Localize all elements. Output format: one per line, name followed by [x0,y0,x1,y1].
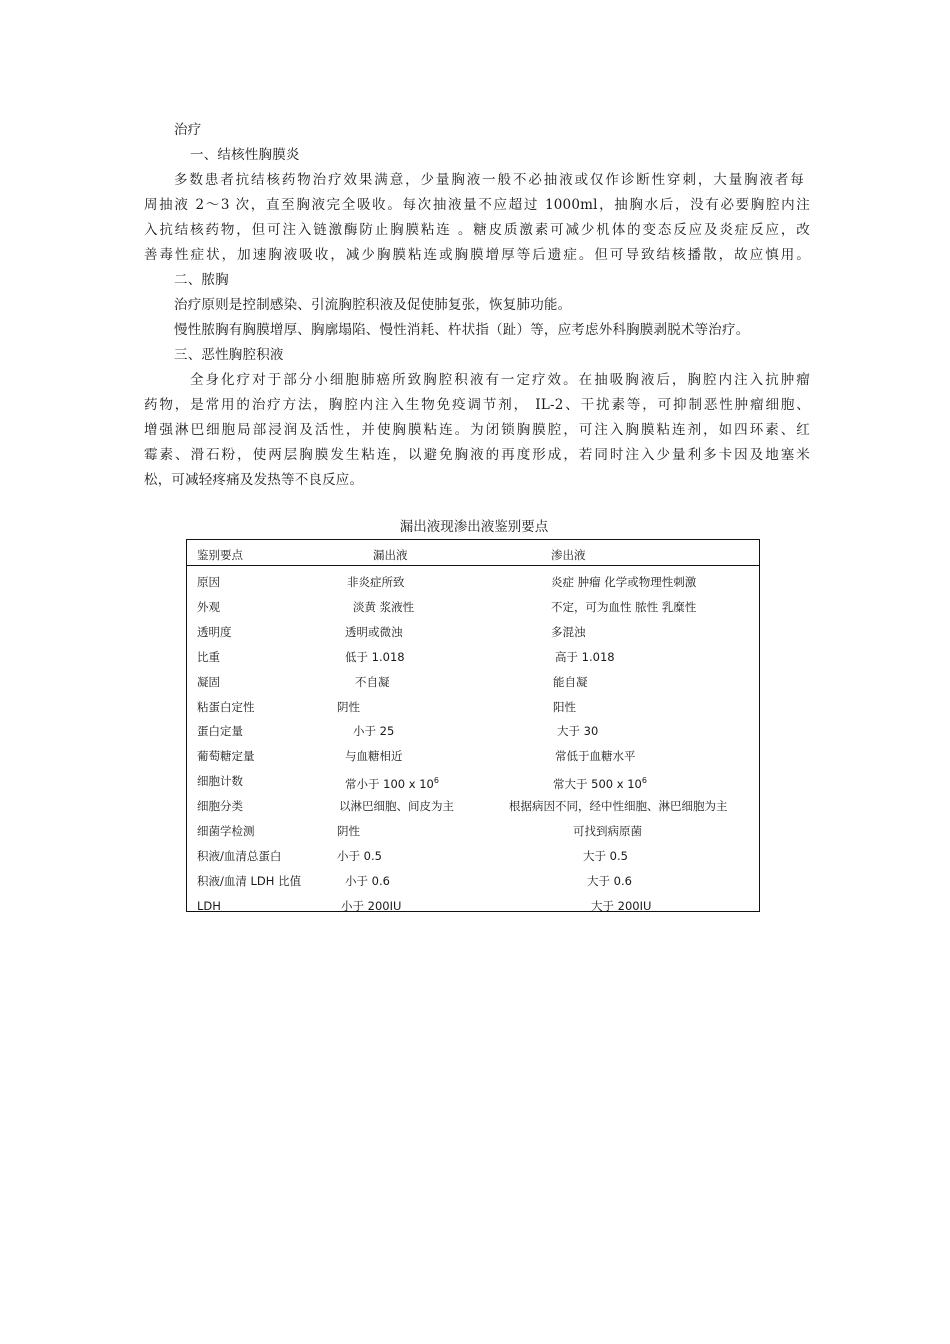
section-3-line: 增强淋巴细胞局部浸润及活性，并使胸膜粘连。为闭锁胸膜腔，可注入胸膜粘连剂，如四环素、红 [144,422,810,438]
table-cell: 可找到病原菌 [573,824,642,838]
exponent: 6 [641,776,647,786]
section-1-line: 周抽液 2～3 次，直至胸液完全吸收。每次抽液量不应超过 1000ml，抽胸水后，没有必要胸腔内注 [144,197,810,213]
table-cell: 多混浊 [551,624,586,639]
table-cell: 小于 0.5 [337,848,382,863]
table-cell: 大于 0.6 [587,873,632,888]
section-3-line: 药物，是常用的治疗方法，胸腔内注入生物免疫调节剂， IL-2、干扰素等，可抑制恶性肿瘤细胞、 [144,397,810,413]
table-header-cell: 鉴别要点 [197,548,243,562]
table-cell-text: 常大于 500 x 10 [553,777,642,792]
table-cell: 外观 [197,599,220,614]
section-1-title: 一、结核性胸膜炎 [190,147,300,163]
table-cell: 细胞分类 [197,799,243,814]
table-cell: 非炎症所致 [347,575,405,589]
section-2-title: 二、脓胸 [174,272,229,288]
section-3-line: 霉素、滑石粉，使两层胸膜发生粘连，以避免胸液的再度形成，若同时注入少量利多卡因及地塞米 [144,447,810,463]
table-cell: 根据病因不同，经中性细胞、淋巴细胞为主 [509,799,728,814]
table-cell: 炎症 肿瘤 化学或物理性刺激 [551,575,697,589]
table-cell: 蛋白定量 [197,724,243,739]
table-cell: 透明或微浊 [345,624,403,639]
table-cell: 原因 [197,575,220,589]
table-cell: 大于 30 [557,724,599,739]
table-cell: 积液/血清总蛋白 [197,848,282,863]
section-3-title: 三、恶性胸腔积液 [174,347,284,363]
table-cell: 小于 200IU [341,898,402,913]
table-cell: LDH [197,898,221,913]
table-cell: 不定，可为血性 脓性 乳糜性 [551,599,697,614]
table-cell: 比重 [197,649,220,664]
section-2-line: 慢性脓胸有胸膜增厚、胸廓塌陷、慢性消耗、杵状指（趾）等，应考虑外科胸膜剥脱术等治疗。 [174,322,750,338]
table-cell: 小于 25 [353,724,395,739]
table-cell: 与血糖相近 [345,749,403,764]
table-cell-text: 常小于 100 x 10 [345,777,434,792]
table-cell: 阳性 [553,699,576,714]
table-title: 漏出液现渗出液鉴别要点 [399,519,549,535]
table-cell: 透明度 [197,624,232,639]
section-1-line: 入抗结核药物，但可注入链激酶防止胸膜粘连 。糖皮质激素可减少机体的变态反应及炎症反应，改 [144,222,810,238]
table-header-cell: 渗出液 [551,548,586,562]
table-cell [553,774,647,791]
table-cell: 大于 200IU [591,898,652,913]
table-cell [345,774,439,791]
table-cell: 阴性 [337,699,360,714]
section-3-line: 全身化疗对于部分小细胞肺癌所致胸腔积液有一定疗效。在抽吸胸液后，胸腔内注入抗肿瘤 [190,372,810,388]
table-cell: 粘蛋白定性 [197,699,255,714]
table-cell: 淡黄 浆液性 [353,599,415,614]
table-header-divider [187,565,759,566]
exponent: 6 [433,776,439,786]
table-cell: 以淋巴细胞、间皮为主 [339,799,454,814]
table-cell: 不自凝 [355,674,390,689]
table-cell: 低于 1.018 [345,649,405,664]
table-cell: 大于 0.5 [583,848,628,863]
table-cell: 阴性 [337,824,360,838]
section-3-line: 松，可减轻疼痛及发热等不良反应。 [144,472,364,488]
section-2-line: 治疗原则是控制感染、引流胸腔积液及促使肺复张，恢复肺功能。 [174,297,572,313]
table-cell: 高于 1.018 [555,649,615,664]
table-cell: 小于 0.6 [345,873,390,888]
table-cell: 葡萄糖定量 [197,749,255,764]
section-1-line: 善毒性症状，加速胸液吸收，减少胸膜粘连或胸膜增厚等后遗症。但可导致结核播散，故应慎用。 [144,247,810,263]
table-cell: 凝固 [197,674,220,689]
heading-treatment: 治疗 [174,122,202,138]
table-cell: 能自凝 [553,674,588,689]
table-header-cell: 漏出液 [373,548,408,562]
table-cell: 细胞计数 [197,774,243,789]
table-cell: 积液/血清 LDH 比值 [197,873,302,888]
table-cell: 常低于血糖水平 [555,749,636,764]
comparison-table [186,539,760,912]
section-1-line: 多数患者抗结核药物治疗效果满意，少量胸液一般不必抽液或仅作诊断性穿刺，大量胸液者每 [174,172,804,188]
table-cell: 细菌学检测 [197,824,255,838]
